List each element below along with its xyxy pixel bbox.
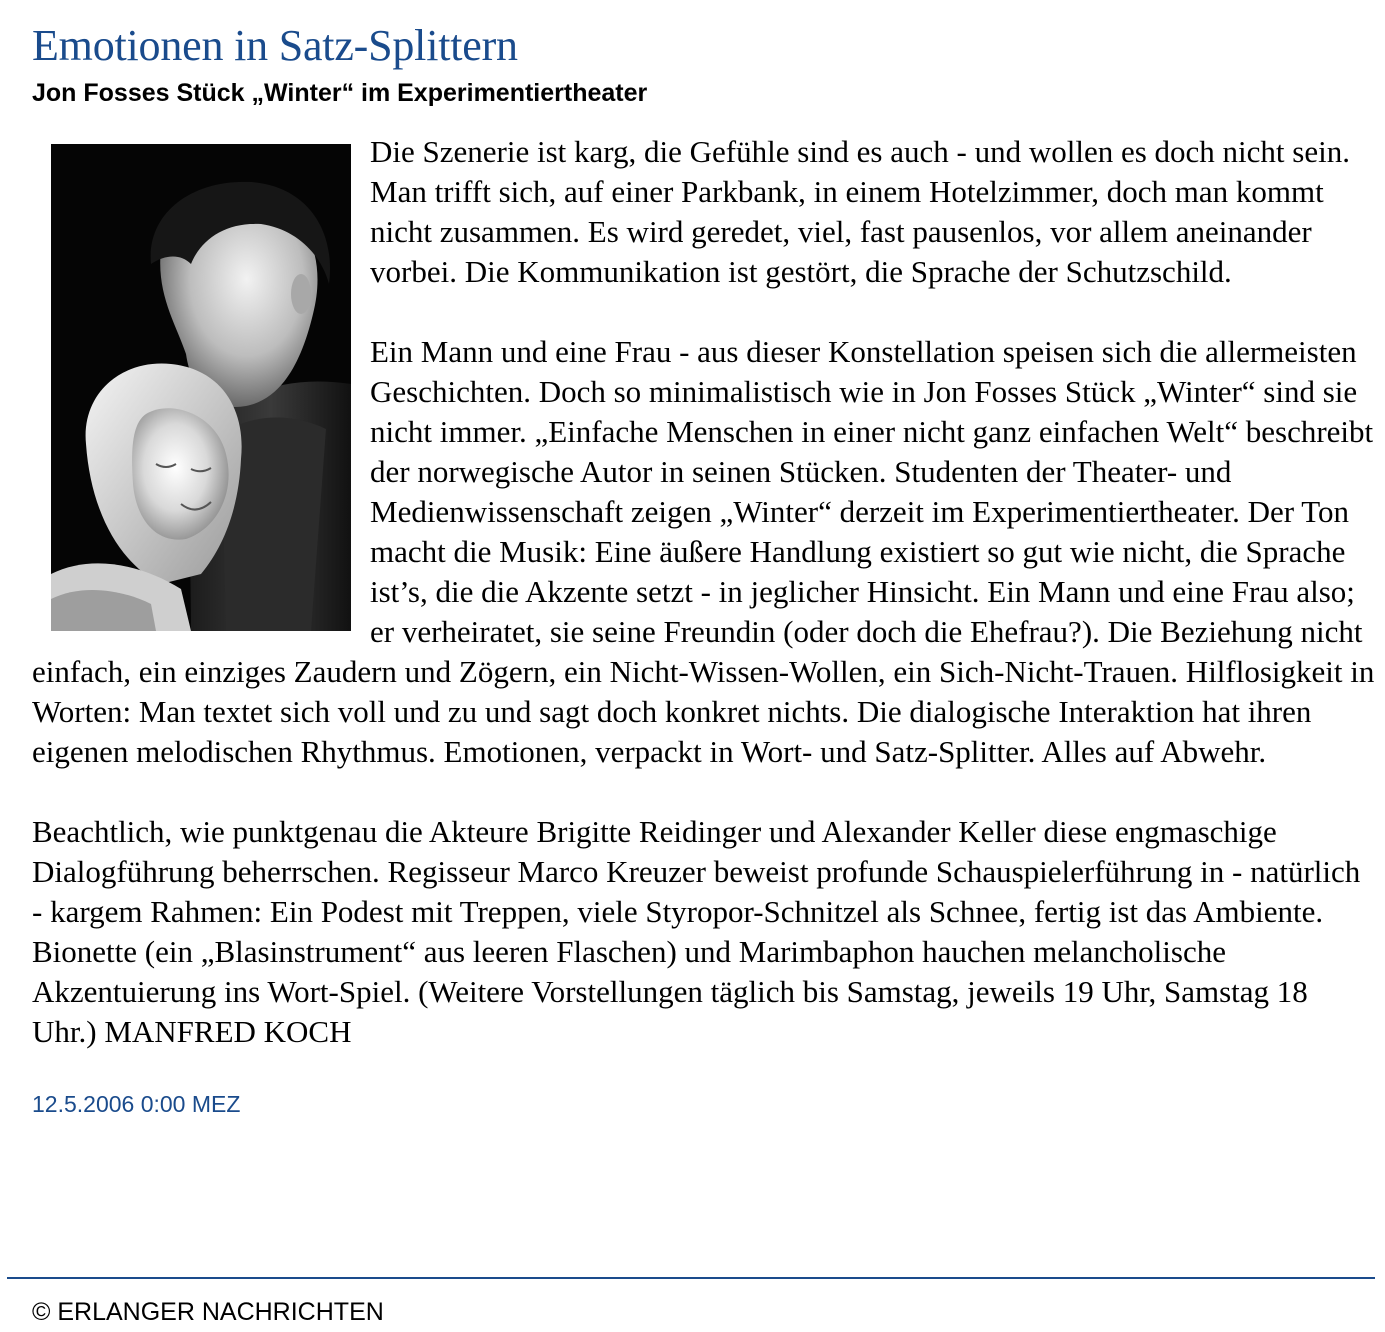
article-photo [51, 144, 351, 631]
article [32, 20, 1377, 1118]
photo-couple-embrace [51, 144, 351, 631]
article-headline: Emotionen in Satz-Splittern [32, 21, 518, 70]
footer-divider [7, 1277, 1375, 1279]
article-body [32, 132, 1377, 1052]
article-paragraph: Die Szenerie ist karg, die Gefühle sind es auch - und wollen es doch nicht sein. Man trifft sich, auf einer Parkbank, in einem Hotelzimmer, doch man kommt nicht zusammen. Es wird geredet, viel, fast pausenlos, vor allem aneinander vorbei. Die Kommunikation ist gestört, die Sprache der Schutzschild. [370, 134, 1350, 289]
article-paragraph: Beachtlich, wie punktgenau die Akteure Brigitte Reidinger und Alexander Keller diese engmaschige Dialogführung beherrschen. Regisseur Marco Kreuzer beweist profunde Schauspielerführung in - natürlich - kargem Rahmen: Ein Podest mit Treppen, viele Styropor-Schnitzel als Schnee, fertig ist das Ambiente. Bionette (ein „Blasinstrument“ aus leeren Flaschen) und Marimbaphon hauchen melancholische Akzentuierung ins Wort-Spiel. (Weitere Vorstellungen täglich bis Samstag, jeweils 19 Uhr, Samstag 18 Uhr.) MANFRED KOCH [32, 814, 1361, 1049]
article-paragraph: Ein Mann und eine Frau - aus dieser Konstellation speisen sich die allermeisten Geschichten. Doch so minimalistisch wie in Jon Fosses Stück „Winter“ sind sie nicht immer. „Einfache Menschen in einer nicht ganz einfachen Welt“ beschreibt der norwegische Autor in seinen Stücken. Studenten der Theater- und Medienwissenschaft zeigen „Winter“ derzeit im Experimentiertheater. Der Ton macht die Musik: Eine äußere Handlung existiert so gut wie nicht, die Sprache ist’s, die die Akzente setzt - in jeglicher Hinsicht. Ein Mann und eine Frau also; er verheiratet, sie seine Freundin (oder doch die Ehefrau?). Die Beziehung nicht einfach, ein einziges Zaudern und Zögern, ein Nicht-Wissen-Wollen, ein Sich-Nicht-Trauen. Hilflosigkeit in Worten: Man textet sich voll und zu und sagt doch konkret nichts. Die dialogische Interaktion hat ihren eigenen melodischen Rhythmus. Emotionen, verpackt in Wort- und Satz-Splitter. Alles auf Abwehr. [32, 334, 1375, 769]
article-dateline: 12.5.2006 0:00 MEZ [32, 1091, 241, 1117]
article-subheadline: Jon Fosses Stück „Winter“ im Experimentiertheater [32, 79, 648, 107]
copyright-notice: © ERLANGER NACHRICHTEN [32, 1298, 384, 1326]
